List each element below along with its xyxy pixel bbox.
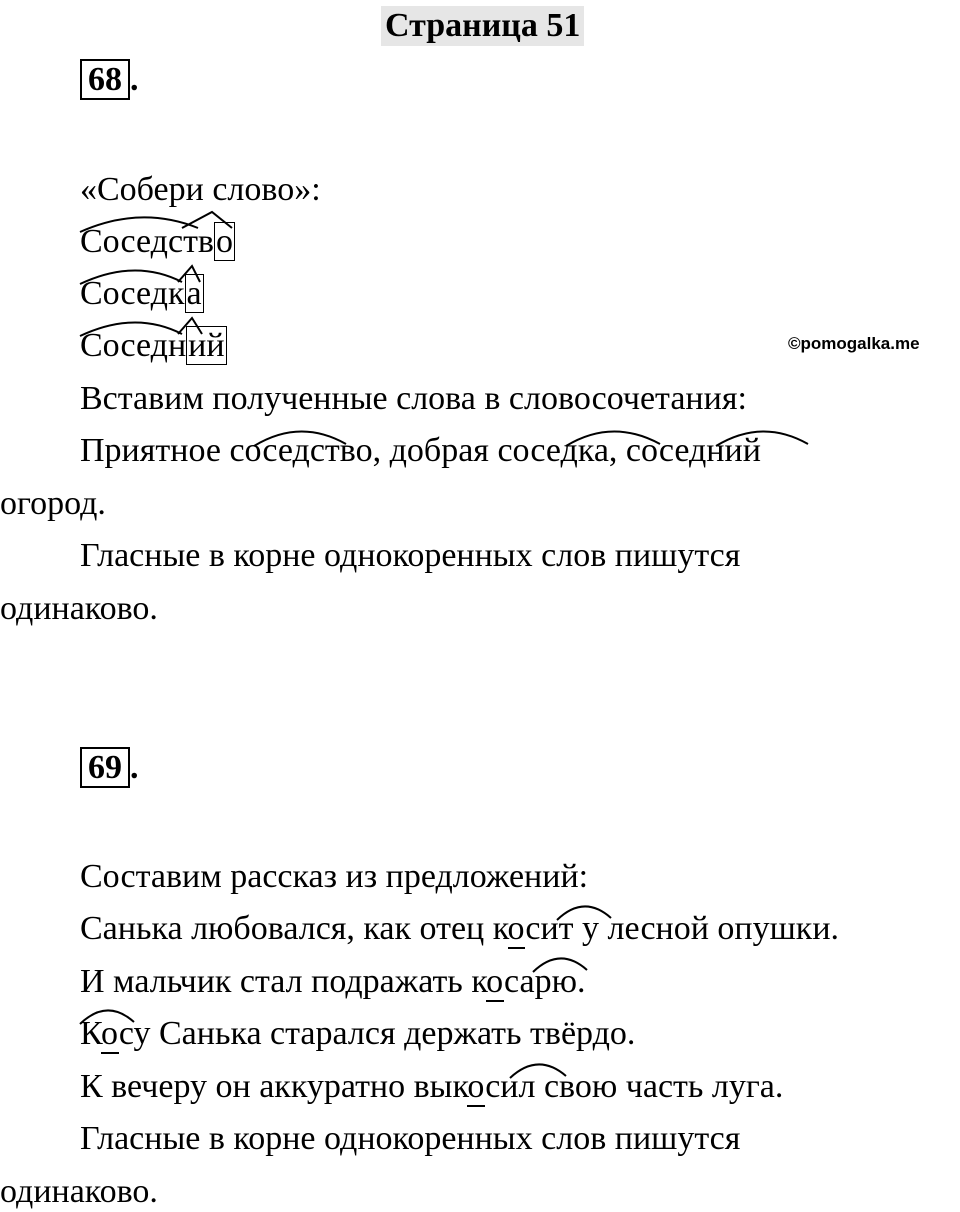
task-number-dot: . xyxy=(130,749,139,786)
task-number-dot: . xyxy=(130,61,139,98)
phrase-line xyxy=(80,431,761,471)
word-line-1 xyxy=(80,222,235,262)
underlined-vowel: о xyxy=(486,963,504,1000)
word-root: Соседств xyxy=(80,223,214,260)
story-sentence-1 xyxy=(80,909,839,949)
sentence-text: сил свою часть луга. xyxy=(485,1068,784,1105)
insert-line: Вставим полученные слова в словосочетания: xyxy=(80,380,747,417)
phrase-text: Приятное xyxy=(80,432,230,469)
root-letter: К xyxy=(80,1015,101,1052)
sentence-text: Санька любовался, как отец xyxy=(80,910,493,947)
story-sentence-2 xyxy=(80,962,585,1002)
task-number-69: 69 xyxy=(80,747,130,788)
word-root: Соседн xyxy=(80,327,187,364)
page-title: Страница 51 xyxy=(381,6,584,46)
phrase-word-2: соседка xyxy=(497,432,609,469)
task-number-68: 68 xyxy=(80,59,130,100)
word-ending-box: ий xyxy=(188,327,225,364)
underlined-vowel: о xyxy=(467,1068,486,1105)
phrase-word-1: соседство xyxy=(229,432,373,469)
word-root: Соседк xyxy=(80,275,185,312)
rule-line-3: Гласные в корне однокоренных слов пишутся xyxy=(80,1120,741,1157)
word-ending-box: о xyxy=(215,223,233,260)
word-line-3 xyxy=(80,326,227,366)
sentence-text: К вечеру он аккуратно вык xyxy=(80,1068,468,1105)
task-68-header xyxy=(80,60,139,100)
root-letter: к xyxy=(471,963,487,1000)
sentence-text: сарю. xyxy=(503,963,586,1000)
task-68-intro: «Собери слово»: xyxy=(80,171,321,208)
task-69-intro: Составим рассказ из предложений: xyxy=(80,858,589,895)
sentence-text: су Санька старался держать твёрдо. xyxy=(118,1015,636,1052)
sentence-text: И мальчик стал подражать xyxy=(80,963,472,1000)
watermark: ©pomogalka.me xyxy=(788,334,920,353)
story-sentence-3 xyxy=(80,1014,635,1054)
task-69-header xyxy=(80,748,139,788)
phrase-text: , xyxy=(608,432,626,469)
underlined-vowel: о xyxy=(507,910,526,947)
rule-line-4: одинаково. xyxy=(0,1173,158,1210)
underlined-vowel: о xyxy=(100,1015,119,1052)
story-sentence-4 xyxy=(80,1067,783,1107)
phrase-text: , добрая xyxy=(372,432,498,469)
rule-line-1: Гласные в корне однокоренных слов пишутся xyxy=(80,537,741,574)
phrase-line-cont: огород. xyxy=(0,485,106,522)
root-letter: к xyxy=(492,910,508,947)
rule-line-2: одинаково. xyxy=(0,590,158,627)
sentence-text: сит у лесной опушки. xyxy=(525,910,840,947)
word-line-2 xyxy=(80,274,204,314)
word-ending-box: а xyxy=(186,275,202,312)
phrase-word-3: соседний xyxy=(625,432,761,469)
